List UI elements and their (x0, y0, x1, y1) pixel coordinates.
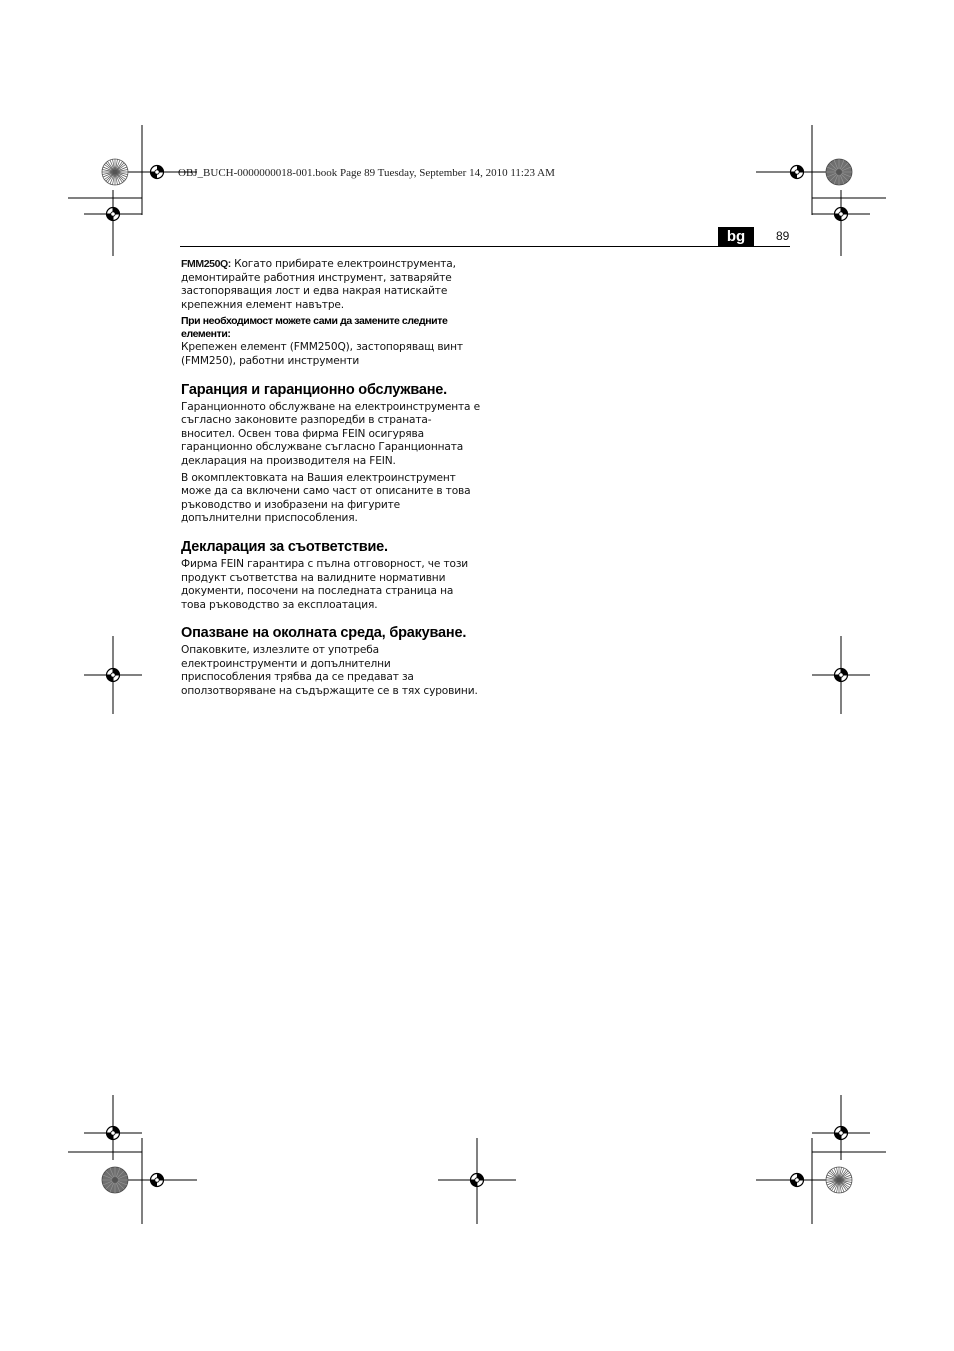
storage-text: Когато прибирате електроинструмента, демонтирайте работния инструмент, затваряйте застопоряващия лост и едва накрая натискайте крепежния елемент навътре. (181, 258, 456, 311)
language-tag: bg (718, 227, 754, 247)
environment-heading: Опазване на околната среда, бракуване. (181, 625, 467, 642)
model-label: FMM250Q: (181, 258, 231, 270)
warranty-paragraph-2: В окомплектовката на Вашия електроинструмент може да са включени само част от описаните в това ръководство и изобразени на фигурите допълнителни приспособления. (181, 471, 471, 525)
warranty-heading: Гаранция и гаранционно обслужване. (181, 381, 447, 398)
main-column (181, 258, 481, 702)
replaceable-parts-heading: При необходимост можете сами да замените следните елементи: (181, 315, 448, 340)
warranty-paragraph-1: Гаранционното обслужване на електроинструмента е съгласно законовите разпоредби в страната-вносител. Освен това фирма FEIN осигурява гаранционно обслужване съгласно Гаранционната декларация на производителя на FEIN. (181, 400, 480, 467)
storage-paragraph (181, 258, 481, 312)
conformity-paragraph: Фирма FEIN гарантира с пълна отговорност, че този продукт съответства на валидните нормативни документи, посочени на последната страница на това ръководство за експлоатация. (181, 557, 469, 611)
environment-paragraph: Опаковките, излезлите от употреба електроинструменти и допълнителни приспособления трябва да се предават за оползотворяване на съдържащите се в тях суровини. (181, 644, 478, 698)
header-rule (180, 246, 790, 247)
book-file-header: OBJ_BUCH-0000000018-001.book Page 89 Tuesday, September 14, 2010 11:23 AM (178, 167, 555, 179)
replaceable-parts-text: Крепежен елемент (FMM250Q), застопоряващ винт (FMM250), работни инструменти (181, 341, 463, 367)
page-number: 89 (776, 229, 790, 243)
conformity-heading: Декларация за съответствие. (181, 538, 388, 555)
